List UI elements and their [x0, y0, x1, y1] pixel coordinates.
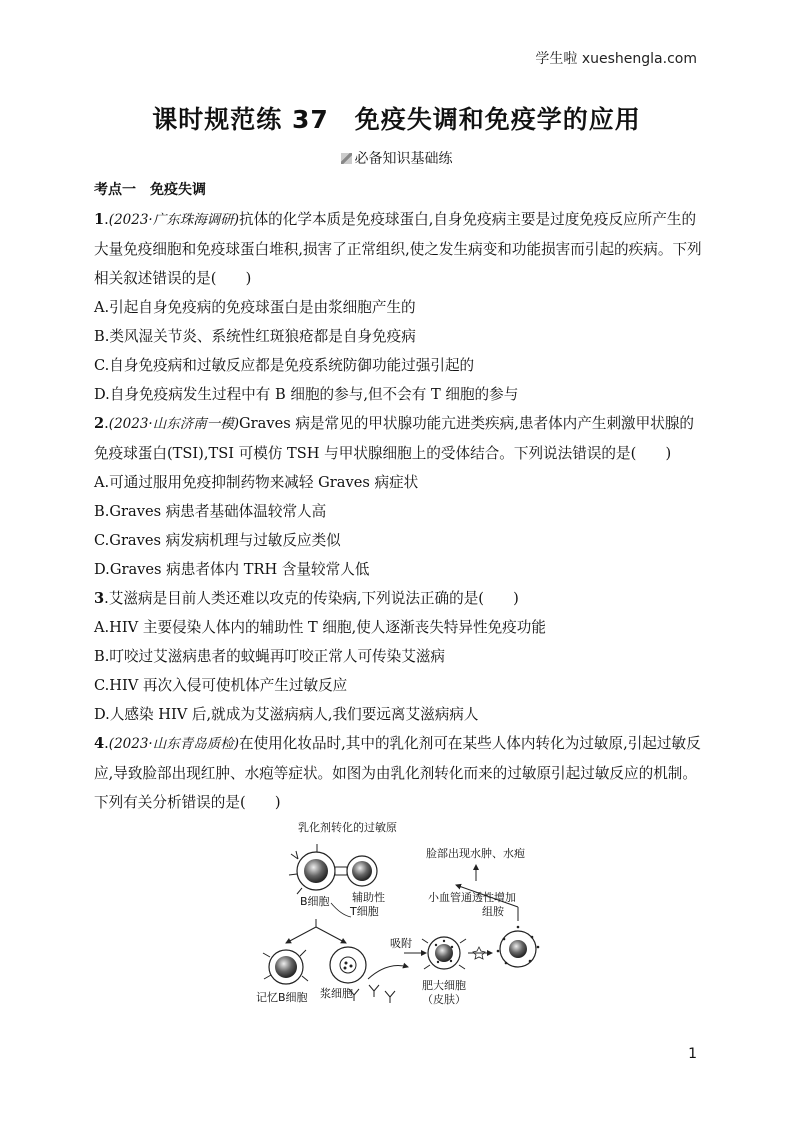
label-histamine: 组胺 — [482, 905, 504, 918]
label-mast-line1: 肥大细胞 — [422, 979, 466, 992]
option-d: D.Graves 病患者体内 TRH 含量较常人低 — [94, 561, 370, 578]
label-face-symptoms: 脸部出现水肿、水疱 — [426, 847, 525, 860]
option-a: A.引起自身免疫病的免疫球蛋白是由浆细胞产生的 — [94, 299, 416, 316]
option-d: D.自身免疫病发生过程中有 B 细胞的参与,但不会有 T 细胞的参与 — [94, 386, 519, 403]
watermark: 学生啦 xueshengla.com — [535, 51, 697, 67]
question-source: (2023·山东济南一模) — [108, 416, 239, 432]
question-stem: 在使用化妆品时,其中的乳化剂可在某些人体内转化为过敏原,引起过敏反应,导致脸部出现红肿、水疱等症状。如图为由乳化剂转化而来的过敏原引起过敏反应的机制。下列有关分析错误的是( ) — [94, 735, 701, 811]
label-helper-t-line1: 辅助性 — [352, 891, 385, 904]
question-number: 4 — [94, 735, 105, 752]
question-source: (2023·山东青岛质检) — [108, 736, 239, 752]
question-number: 3 — [94, 590, 105, 607]
option-b: B.类风湿关节炎、系统性红斑狼疮都是自身免疫病 — [94, 328, 416, 345]
figure-drawing — [256, 819, 576, 1009]
degranulating-mast-cell — [497, 926, 540, 967]
question-stem: 抗体的化学本质是免疫球蛋白,自身免疫病主要是过度免疫反应所产生的大量免疫细胞和免疫球蛋白堆积,损害了正常组织,使之发生病变和功能损害而引起的疾病。下列相关叙述错误的是( ) — [94, 211, 702, 287]
plasma-cell — [330, 947, 366, 983]
question-number: 2 — [94, 415, 105, 432]
option-c: C.Graves 病发病机理与过敏反应类似 — [94, 532, 341, 549]
label-allergen: 乳化剂转化的过敏原 — [298, 821, 397, 834]
question-1: 1.(2023·广东珠海调研)抗体的化学本质是免疫球蛋白,自身免疫病主要是过度免疫反应所产生的大量免疫细胞和免疫球蛋白堆积,损害了正常组织,使之发生病变和功能损害而引起的疾病。下列相关叙述错误的是( ) A.引起自身免疫病的免疫球蛋白是由浆细胞产生的 B.类风湿关节炎、系统性红斑狼疮都是自身免疫病 C.自身免疫病和过敏反应都是免疫系统防御功能过强引起的 D.自身免疫病发生过程中有 B 细胞的参与,但不会有 T 细胞的参与 — [94, 205, 704, 409]
label-memory-b: 记忆B细胞 — [256, 991, 308, 1004]
b-cell — [289, 844, 335, 894]
section-heading: 考点一 免疫失调 — [94, 182, 206, 198]
allergy-mechanism-figure — [256, 819, 576, 1009]
label-b-cell: B细胞 — [300, 895, 330, 908]
option-c: C.HIV 再次入侵可使机体产生过敏反应 — [94, 677, 348, 694]
memory-b-cell — [263, 950, 308, 984]
question-source: (2023·广东珠海调研) — [108, 212, 239, 228]
subtitle — [0, 148, 793, 168]
subtitle-text: 必备知识基础练 — [354, 151, 453, 167]
label-plasma: 浆细胞 — [320, 987, 353, 1000]
option-d: D.人感染 HIV 后,就成为艾滋病病人,我们要远离艾滋病病人 — [94, 706, 479, 723]
label-vessel-permeability: 小血管通透性增加 — [428, 891, 516, 904]
helper-t-cell — [347, 856, 377, 886]
question-stem: 艾滋病是目前人类还难以攻克的传染病,下列说法正确的是( ) — [108, 590, 519, 607]
question-number: 1 — [94, 211, 105, 228]
label-mast-line2: （皮肤） — [422, 993, 466, 1006]
option-b: B.Graves 病患者基础体温较常人高 — [94, 503, 327, 520]
option-a: A.HIV 主要侵染人体内的辅助性 T 细胞,使人逐渐丧失特异性免疫功能 — [94, 619, 546, 636]
label-helper-t-line2: T细胞 — [350, 905, 379, 918]
question-2: 2.(2023·山东济南一模)Graves 病是常见的甲状腺功能亢进类疾病,患者体内产生刺激甲状腺的免疫球蛋白(TSI),TSI 可模仿 TSH 与甲状腺细胞上的受体结合。下列说法错误的是( ) A.可通过服用免疫抑制药物来减轻 Graves 病症状 B.Graves 病患者基础体温较常人高 C.Graves 病发病机理与过敏反应类似 D.Graves 病患者体内 TRH 含量较常人低 — [94, 409, 704, 584]
mast-cell — [422, 937, 466, 969]
option-c: C.自身免疫病和过敏反应都是免疫系统防御功能过强引起的 — [94, 357, 475, 374]
option-a: A.可通过服用免疫抑制药物来减轻 Graves 病症状 — [94, 474, 419, 491]
page-number: 1 — [688, 1046, 697, 1062]
label-adsorb: 吸附 — [390, 937, 412, 950]
page-title: 课时规范练 37 免疫失调和免疫学的应用 — [152, 105, 641, 134]
section-mark-icon — [341, 153, 352, 164]
option-b: B.叮咬过艾滋病患者的蚊蝇再叮咬正常人可传染艾滋病 — [94, 648, 446, 665]
question-stem: Graves 病是常见的甲状腺功能亢进类疾病,患者体内产生刺激甲状腺的免疫球蛋白(TSI),TSI 可模仿 TSH 与甲状腺细胞上的受体结合。下列说法错误的是( ) — [94, 415, 695, 462]
content — [94, 176, 704, 1009]
question-4: 4.(2023·山东青岛质检)在使用化妆品时,其中的乳化剂可在某些人体内转化为过敏原,引起过敏反应,导致脸部出现红肿、水疱等症状。如图为由乳化剂转化而来的过敏原引起过敏反应的机制。下列有关分析错误的是( ) — [94, 735, 701, 811]
question-3: 3.艾滋病是目前人类还难以攻克的传染病,下列说法正确的是( ) A.HIV 主要侵染人体内的辅助性 T 细胞,使人逐渐丧失特异性免疫功能 B.叮咬过艾滋病患者的蚊蝇再叮咬正常人可传染艾滋病 C.HIV 再次入侵可使机体产生过敏反应 D.人感染 HIV 后,就成为艾滋病病人,我们要远离艾滋病病人 — [94, 584, 704, 729]
